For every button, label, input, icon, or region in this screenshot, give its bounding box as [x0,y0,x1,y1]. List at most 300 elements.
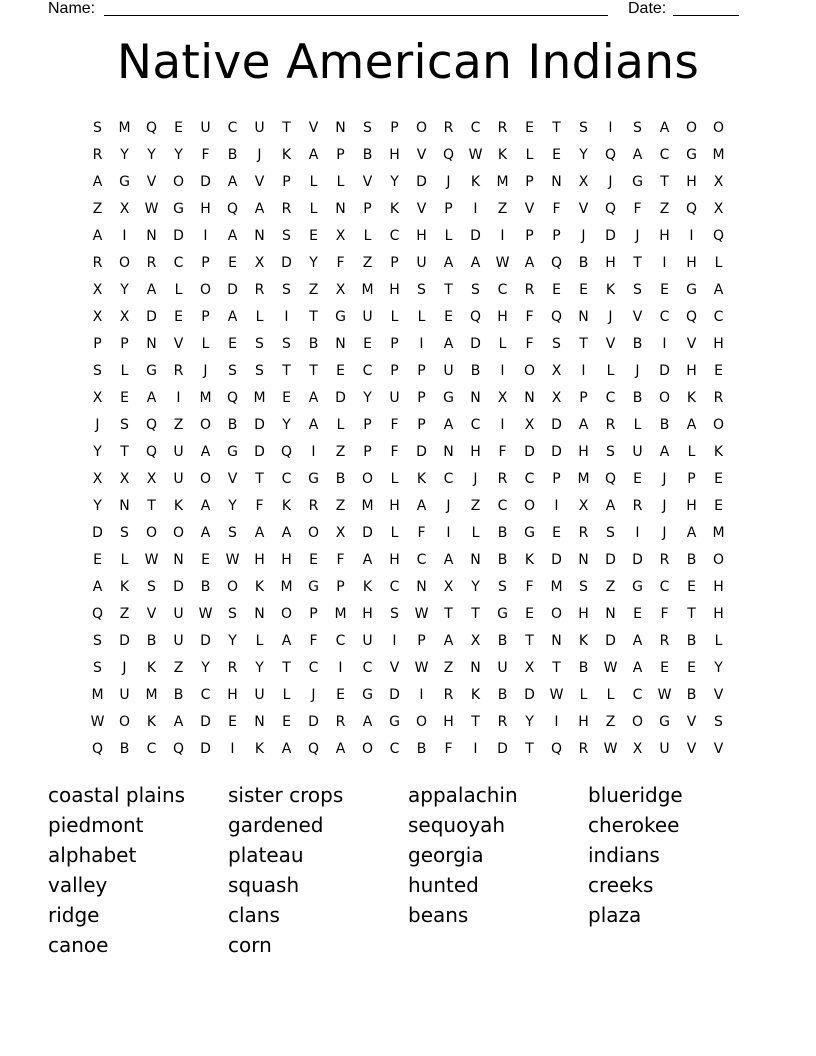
grid-letter: H [713,335,724,352]
grid-letter: I [581,362,586,379]
grid-letter: F [336,254,345,271]
grid-letter: Q [604,146,617,163]
grid-letter: D [551,551,562,568]
grid-letter: F [633,200,642,217]
grid-letter: S [93,632,102,649]
grid-letter: Y [255,659,264,676]
grid-letter: T [444,605,453,622]
grid-letter: O [307,524,320,541]
grid-letter: M [361,281,374,298]
grid-letter: H [686,254,697,271]
grid-letter: D [119,632,130,649]
grid-letter: A [416,497,427,514]
grid-letter: R [713,389,724,406]
grid-letter: O [685,119,698,136]
grid-letter: J [635,362,640,379]
grid-letter: U [119,686,130,703]
grid-letter: B [659,416,670,433]
grid-letter: X [578,497,589,514]
grid-letter: H [497,308,508,325]
grid-letter: X [119,308,130,325]
grid-letter: H [578,713,589,730]
grid-letter: X [632,740,643,757]
grid-letter: C [227,119,238,136]
grid-letter: D [200,740,211,757]
grid-letter: S [282,227,291,244]
grid-letter: Q [685,200,698,217]
grid-letter: A [578,416,589,433]
grid-letter: D [389,686,400,703]
grid-letter: O [712,416,725,433]
grid-letter: J [581,227,586,244]
grid-letter: L [444,227,453,244]
grid-letter: H [686,362,697,379]
grid-letter: I [122,227,127,244]
grid-letter: J [257,146,262,163]
grid-letter: J [635,227,640,244]
grid-letter: J [203,362,208,379]
grid-letter: Y [120,146,129,163]
grid-letter: A [713,281,724,298]
grid-letter: W [414,605,429,622]
grid-letter: O [658,389,671,406]
grid-letter: E [309,227,318,244]
grid-letter: B [578,659,589,676]
word-list-item [408,930,588,960]
word-list-item: indians [588,843,660,867]
grid-letter: S [633,281,642,298]
grid-letter: A [146,389,157,406]
grid-letter: N [335,335,346,352]
grid-letter: F [660,605,669,622]
date-field[interactable] [628,0,740,18]
grid-letter: P [282,173,291,190]
grid-letter: U [659,740,670,757]
grid-letter: N [470,389,481,406]
grid-letter: Y [309,254,318,271]
grid-letter: D [335,389,346,406]
grid-letter: W [657,686,672,703]
word-list-item: sequoyah [408,813,506,837]
grid-letter: L [120,362,129,379]
word-list-item: canoe [48,933,109,957]
grid-letter: B [497,551,508,568]
word-list-item: georgia [408,843,484,867]
grid-letter: E [687,578,696,595]
grid-letter: S [714,713,723,730]
grid-letter: Z [605,578,616,595]
grid-letter: D [551,443,562,460]
grid-letter: T [552,119,561,136]
grid-letter: I [662,254,667,271]
grid-letter: T [471,713,480,730]
grid-letter: S [579,119,588,136]
grid-letter: X [254,254,265,271]
grid-letter: F [309,632,318,649]
name-label: Name: [48,0,96,17]
grid-letter: G [659,713,670,730]
grid-letter: S [498,578,507,595]
word-list-item: cherokee [588,813,680,837]
grid-letter: S [93,659,102,676]
grid-letter: C [200,686,211,703]
grid-letter: H [713,605,724,622]
grid-letter: O [631,713,644,730]
grid-letter: T [444,281,453,298]
grid-letter: L [363,227,372,244]
grid-letter: M [253,389,266,406]
grid-letter: P [417,632,426,649]
grid-letter: R [92,254,103,271]
grid-letter: Q [550,740,563,757]
grid-letter: O [199,416,212,433]
grid-letter: S [390,605,399,622]
grid-letter: K [497,146,508,163]
grid-letter: J [95,416,100,433]
grid-letter: G [119,173,130,190]
word-list-item: sister crops [228,783,344,807]
grid-letter: A [200,497,211,514]
grid-letter: S [93,119,102,136]
grid-letter: B [227,416,238,433]
grid-letter: T [282,362,291,379]
grid-letter: N [416,578,427,595]
grid-letter: C [389,740,400,757]
grid-letter: Y [714,659,723,676]
grid-letter: D [497,740,508,757]
grid-letter: B [416,740,427,757]
grid-letter: I [635,524,640,541]
grid-letter: N [605,605,616,622]
grid-letter: R [308,497,319,514]
grid-letter: S [633,119,642,136]
grid-letter: E [228,335,237,352]
grid-letter: D [470,227,481,244]
word-list-item: beans [408,903,469,927]
grid-letter: A [659,443,670,460]
grid-letter: L [336,416,345,433]
word-list-item: hunted [408,873,479,897]
grid-letter: V [254,173,265,190]
grid-letter: L [309,173,318,190]
grid-letter: L [255,632,264,649]
grid-letter: B [227,146,238,163]
grid-letter: K [119,578,130,595]
grid-letter: E [714,362,723,379]
grid-letter: E [174,308,183,325]
grid-letter: E [660,281,669,298]
grid-letter: I [500,227,505,244]
grid-letter: U [497,659,508,676]
grid-letter: S [120,416,129,433]
grid-letter: E [633,605,642,622]
grid-letter: K [146,659,157,676]
grid-letter: F [444,740,453,757]
grid-letter: H [362,605,373,622]
grid-letter: C [524,470,535,487]
grid-letter: K [470,686,481,703]
grid-letter: C [362,659,373,676]
grid-letter: Z [497,200,508,217]
grid-letter: Z [308,281,319,298]
grid-letter: K [281,146,292,163]
grid-letter: P [444,200,453,217]
grid-letter: T [660,173,669,190]
grid-letter: X [335,524,346,541]
grid-letter: F [417,524,426,541]
grid-letter: R [497,713,508,730]
grid-letter: T [471,605,480,622]
grid-letter: D [605,551,616,568]
grid-letter: U [254,119,265,136]
word-list-item: piedmont [48,813,144,837]
grid-letter: C [659,578,670,595]
grid-letter: R [146,254,157,271]
grid-letter: L [579,686,588,703]
word-list-item: appalachin [408,783,518,807]
grid-letter: B [308,335,319,352]
grid-letter: A [470,254,481,271]
grid-letter: X [146,470,157,487]
grid-letter: A [281,740,292,757]
grid-letter: I [419,686,424,703]
grid-letter: B [200,578,211,595]
grid-letter: S [228,605,237,622]
grid-letter: X [470,632,481,649]
grid-letter: U [173,605,184,622]
grid-letter: O [118,713,131,730]
grid-letter: N [254,713,265,730]
grid-letter: K [605,281,616,298]
grid-letter: I [473,200,478,217]
grid-letter: J [446,497,451,514]
grid-letter: X [335,281,346,298]
grid-letter: B [497,524,508,541]
grid-letter: L [471,524,480,541]
grid-letter: P [417,416,426,433]
grid-letter: G [632,173,643,190]
grid-letter: Z [92,200,103,217]
grid-letter: V [389,659,400,676]
grid-letter: L [390,470,399,487]
grid-letter: L [390,524,399,541]
word-list-item: corn [228,933,272,957]
grid-letter: H [389,497,400,514]
grid-letter: N [146,227,157,244]
grid-letter: V [146,605,157,622]
grid-letter: M [550,578,563,595]
grid-letter: X [578,173,589,190]
grid-letter: H [686,497,697,514]
grid-letter: C [416,551,427,568]
grid-letter: D [416,443,427,460]
grid-letter: D [524,443,535,460]
grid-letter: C [335,632,346,649]
word-list-item: creeks [588,873,654,897]
grid-letter: Q [145,119,158,136]
name-field[interactable] [48,0,608,18]
word-list [48,780,768,960]
grid-letter: O [172,173,185,190]
grid-letter: C [659,146,670,163]
grid-letter: E [120,389,129,406]
grid-letter: C [281,470,292,487]
grid-letter: S [282,281,291,298]
grid-letter: K [524,551,535,568]
grid-letter: B [119,740,130,757]
grid-letter: M [145,686,158,703]
grid-letter: E [525,605,534,622]
grid-letter: Y [471,578,480,595]
grid-letter: O [361,740,374,757]
grid-letter: P [525,227,534,244]
grid-letter: R [497,119,508,136]
grid-letter: J [662,470,667,487]
grid-letter: M [334,605,347,622]
grid-letter: D [308,713,319,730]
grid-letter: E [228,254,237,271]
grid-letter: K [416,470,427,487]
grid-letter: M [712,146,725,163]
grid-letter: I [284,308,289,325]
grid-letter: Q [307,740,320,757]
grid-letter: T [579,335,588,352]
grid-letter: A [443,551,454,568]
grid-letter: F [525,335,534,352]
grid-letter: E [228,713,237,730]
grid-letter: A [200,524,211,541]
word-list-item: coastal plains [48,783,186,807]
grid-letter: I [176,389,181,406]
grid-letter: S [147,578,156,595]
grid-letter: A [227,308,238,325]
grid-letter: A [92,578,103,595]
grid-letter: P [417,389,426,406]
grid-letter: N [335,119,346,136]
grid-letter: Z [335,497,346,514]
grid-letter: O [172,524,185,541]
grid-letter: B [632,335,643,352]
grid-letter: V [686,335,697,352]
grid-letter: R [578,740,589,757]
grid-letter: L [606,686,615,703]
grid-letter: P [363,200,372,217]
grid-letter: S [228,362,237,379]
grid-letter: H [389,551,400,568]
grid-letter: H [254,551,265,568]
grid-letter: B [686,632,697,649]
grid-letter: D [551,416,562,433]
grid-letter: G [524,524,535,541]
grid-letter: G [632,578,643,595]
grid-letter: L [174,281,183,298]
grid-letter: N [119,497,130,514]
grid-letter: X [443,578,454,595]
grid-letter: Y [363,389,372,406]
grid-letter: T [687,605,696,622]
word-list-item: ridge [48,903,100,927]
grid-letter: X [92,308,103,325]
grid-letter: F [498,443,507,460]
word-list-item: blueridge [588,783,683,807]
grid-letter: F [390,443,399,460]
grid-letter: C [389,578,400,595]
grid-letter: Z [173,659,184,676]
grid-letter: E [93,551,102,568]
grid-letter: N [443,443,454,460]
grid-letter: R [659,632,670,649]
grid-letter: F [552,200,561,217]
grid-letter: P [93,335,102,352]
grid-letter: C [497,281,508,298]
grid-letter: P [336,146,345,163]
grid-letter: I [554,497,559,514]
grid-letter: S [606,524,615,541]
date-line[interactable] [673,15,739,16]
grid-letter: D [605,227,616,244]
grid-letter: I [311,443,316,460]
grid-letter: A [443,632,454,649]
name-line[interactable] [104,15,608,16]
grid-letter: K [389,200,400,217]
grid-letter: B [173,686,184,703]
grid-letter: C [470,416,481,433]
grid-letter: L [255,308,264,325]
grid-letter: D [200,173,211,190]
grid-letter: P [552,227,561,244]
grid-letter: J [311,686,316,703]
grid-letter: E [309,551,318,568]
grid-letter: H [578,443,589,460]
grid-letter: S [417,281,426,298]
grid-letter: V [605,335,616,352]
grid-letter: P [390,362,399,379]
grid-letter: P [363,443,372,460]
grid-letter: R [632,497,643,514]
grid-letter: L [606,362,615,379]
grid-letter: P [120,335,129,352]
word-list-item: clans [228,903,280,927]
grid-letter: A [92,227,103,244]
grid-letter: Q [226,389,239,406]
grid-letter: E [174,119,183,136]
grid-letter: K [578,632,589,649]
grid-letter: A [227,227,238,244]
grid-letter: C [497,497,508,514]
grid-letter: U [173,470,184,487]
grid-letter: J [122,659,127,676]
grid-letter: X [335,227,346,244]
grid-letter: H [281,551,292,568]
grid-letter: A [443,416,454,433]
grid-letter: X [119,200,130,217]
grid-letter: F [255,497,264,514]
grid-letter: B [632,389,643,406]
grid-letter: V [578,200,589,217]
grid-letter: Q [604,200,617,217]
grid-letter: R [524,281,535,298]
grid-letter: T [282,119,291,136]
word-list-item: plateau [228,843,304,867]
grid-letter: V [686,713,697,730]
grid-letter: Q [172,740,185,757]
grid-letter: O [523,497,536,514]
grid-letter: K [281,497,292,514]
grid-letter: T [552,659,561,676]
grid-letter: A [146,281,157,298]
grid-letter: H [443,713,454,730]
grid-letter: B [686,686,697,703]
